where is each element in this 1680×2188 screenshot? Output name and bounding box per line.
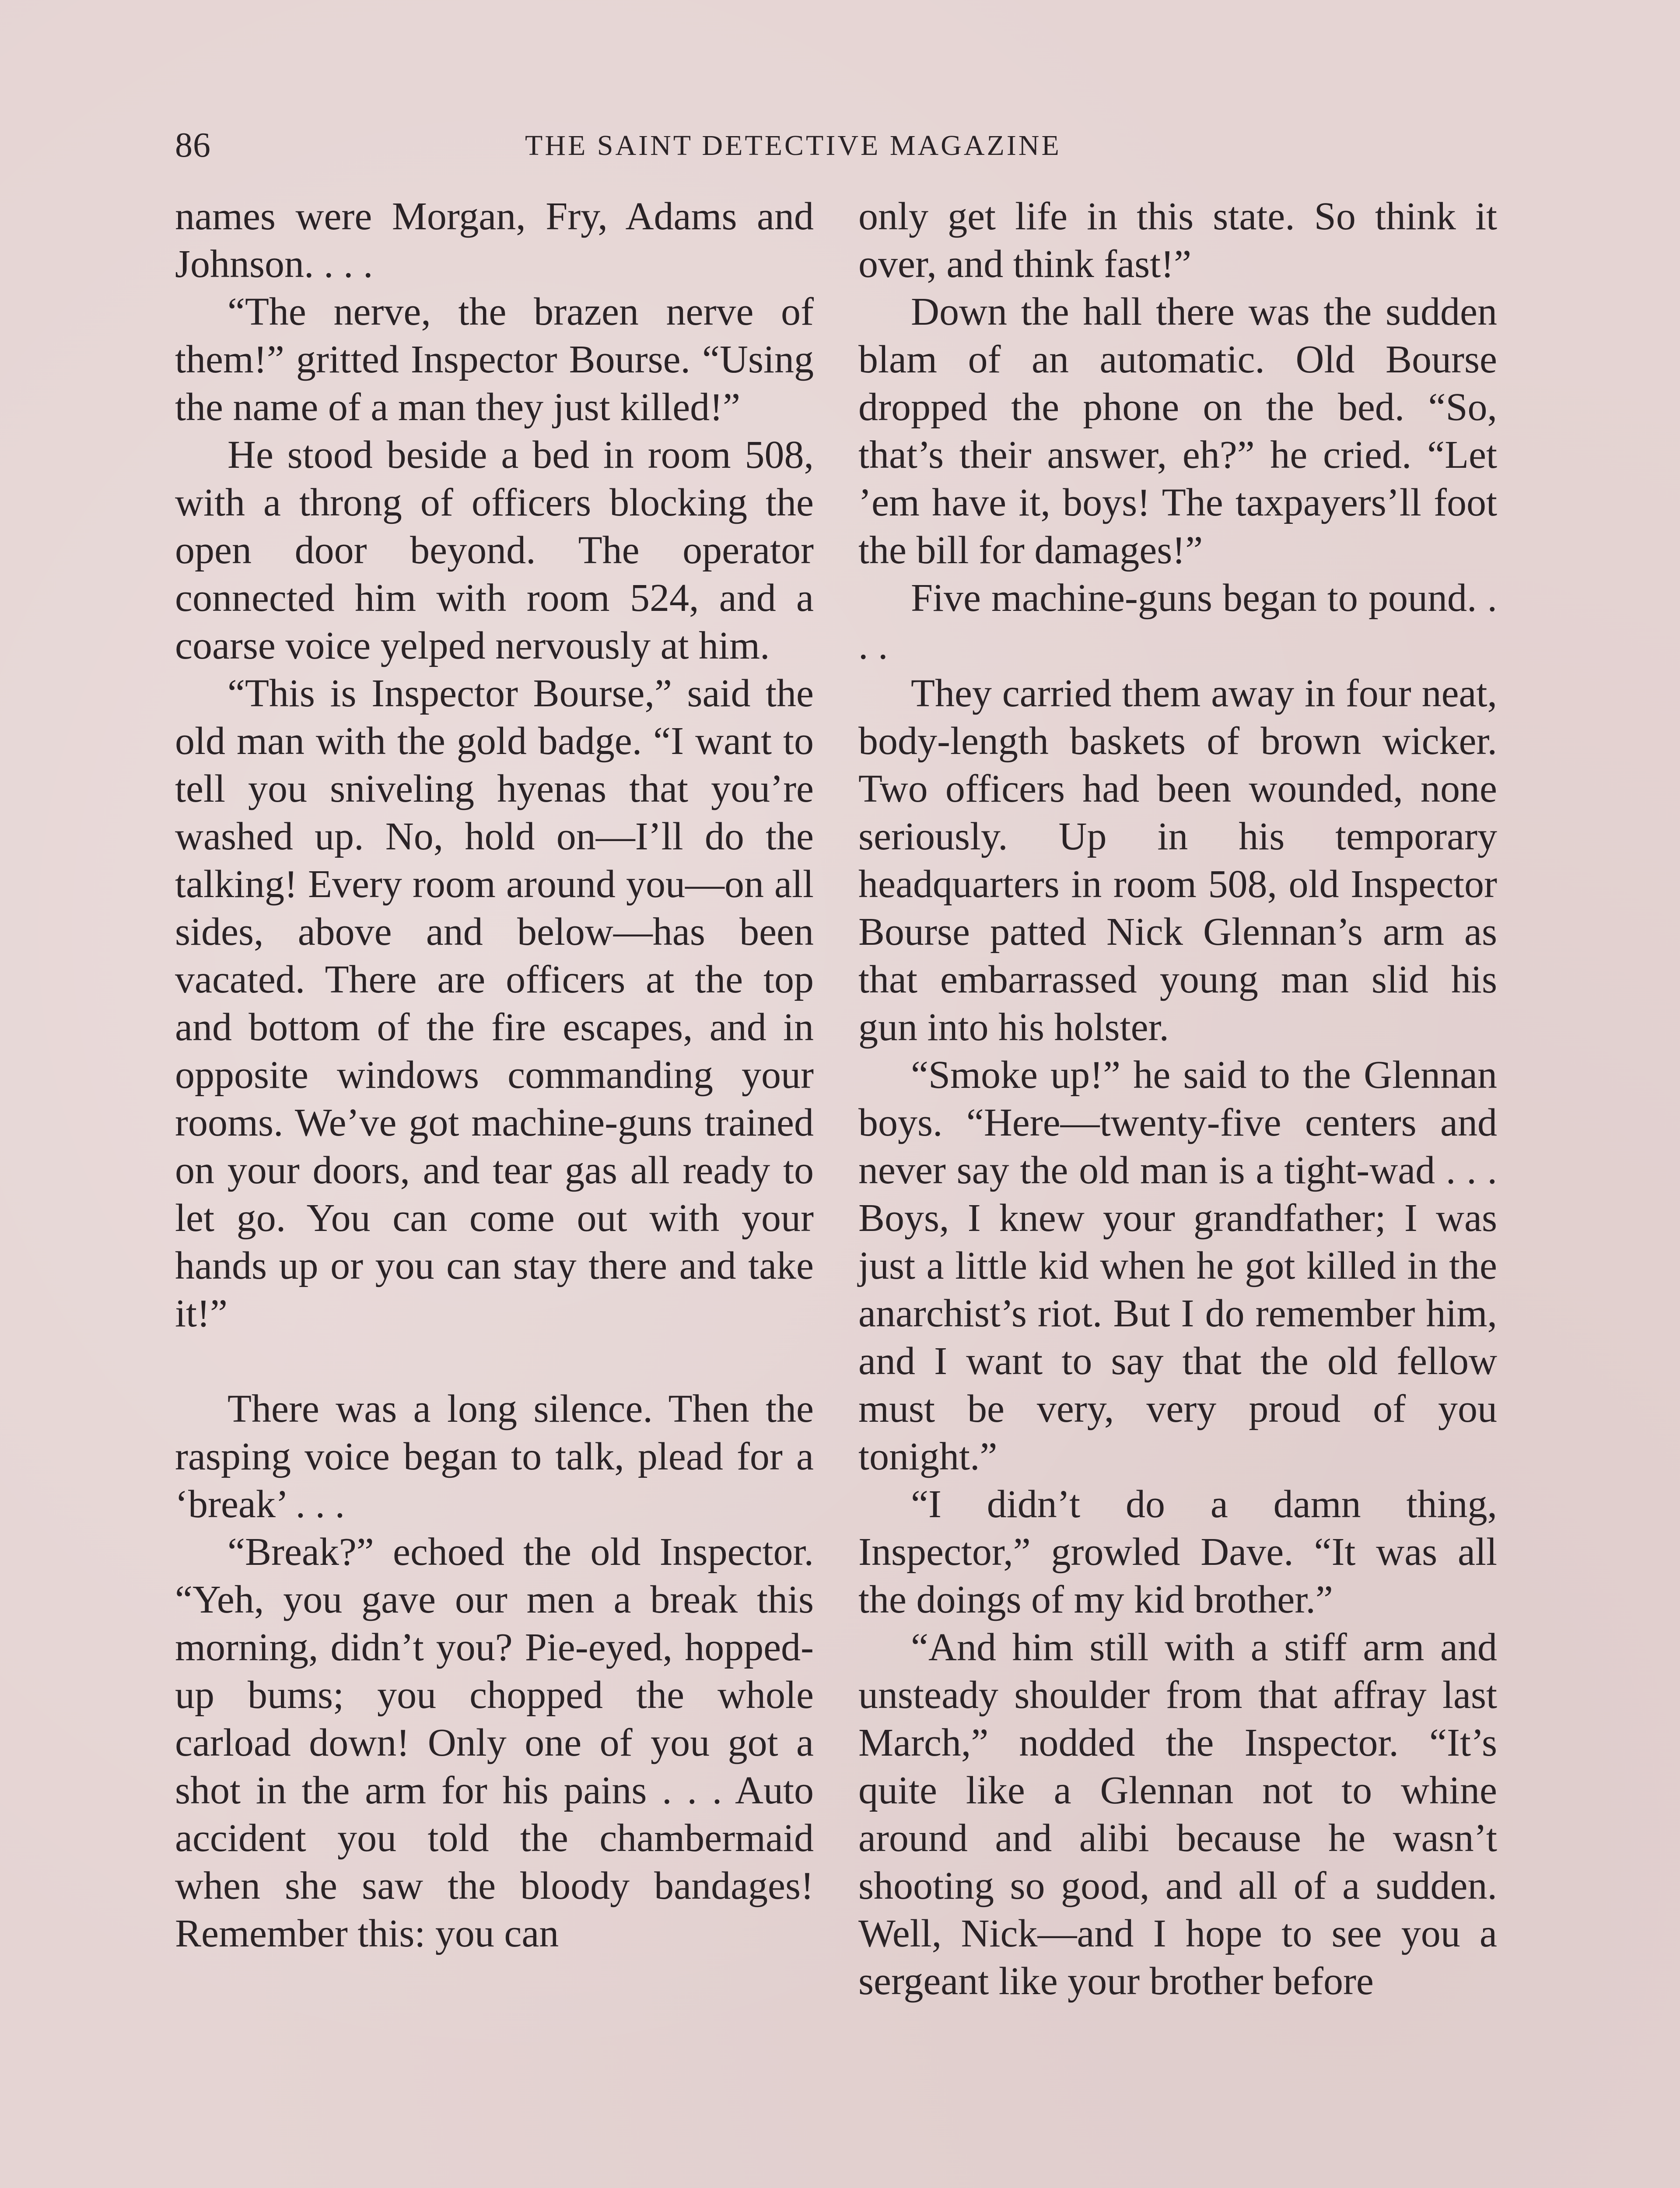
paragraph: “Smoke up!” he said to the Glennan boys. “Here—twenty-five centers and never say the old man is a tight-wad . . . Boys, I knew your grandfather; I was just a little kid when he got killed in the anarchist’s riot. But I do remember him, and I want to say that the old fellow must be very, very proud of you tonight.” [858,1053,1497,1478]
text-column-left [175,193,814,1957]
paragraph: Down the hall there was the sudden blam of an automatic. Old Bourse dropped the phone on the bed. “So, that’s their answer, eh?” he cried. “Let ’em have it, boys! The taxpayers’ll foot the bill for damages!” [858,290,1497,572]
paragraph: “Break?” echoed the old Inspector. “Yeh, you gave our men a break this morning, didn’t you? Pie-eyed, hopped-up bums; you chopped the whole carload down! Only one of you got a shot in the arm for his pains . . . Auto accident you told the chambermaid when she saw the bloody bandages! Remember this: you can [175,1530,814,1955]
paragraph: “I didn’t do a damn thing, Inspector,” growled Dave. “It was all the doings of my kid brother.” [858,1483,1497,1621]
paragraph: “And him still with a stiff arm and unsteady shoulder from that affray last March,” nodded the Inspector. “It’s quite like a Glennan not to whine around and alibi because he wasn’t shooting so good, and all of a sudden. Well, Nick—and I hope to see you a sergeant like your brother before [858,1626,1497,2003]
paragraph: only get life in this state. So think it over, and think fast!” [858,195,1497,286]
paragraph: Five machine-guns began to pound. . . . [858,576,1497,667]
paragraph: “The nerve, the brazen nerve of them!” gritted Inspector Bourse. “Using the name of a man they just killed!” [175,290,814,429]
paragraph: “This is Inspector Bourse,” said the old man with the gold badge. “I want to tell you sniveling hyenas that you’re washed up. No, hold on—I’ll do the talking! Every room around you—on all sides, above and below—has been vacated. There are officers at the top and bottom of the fire escapes, and in opposite windows commanding your rooms. We’ve got machine-guns trained on your doors, and tear gas all ready to let go. You can come out with your hands up or you can stay there and take it!” [175,672,814,1335]
paragraph: names were Morgan, Fry, Adams and Johnson. . . . [175,195,814,286]
text-column-right [858,193,1497,2005]
running-head-title: THE SAINT DETECTIVE MAGAZINE [525,130,1061,161]
paragraph: They carried them away in four neat, body-length baskets of brown wicker. Two officers had been wounded, none seriously. Up in his temporary headquarters in room 508, old Inspector Bourse patted Nick Glennan’s arm as that embarrassed young man slid his gun into his holster. [858,672,1497,1049]
paragraph: There was a long silence. Then the rasping voice began to talk, plead for a ‘break’ . . . [175,1387,814,1526]
page-number: 86 [175,126,211,165]
paragraph: He stood beside a bed in room 508, with a throng of officers blocking the open door beyond. The operator connected him with room 524, and a coarse voice yelped nervously at him. [175,433,814,667]
